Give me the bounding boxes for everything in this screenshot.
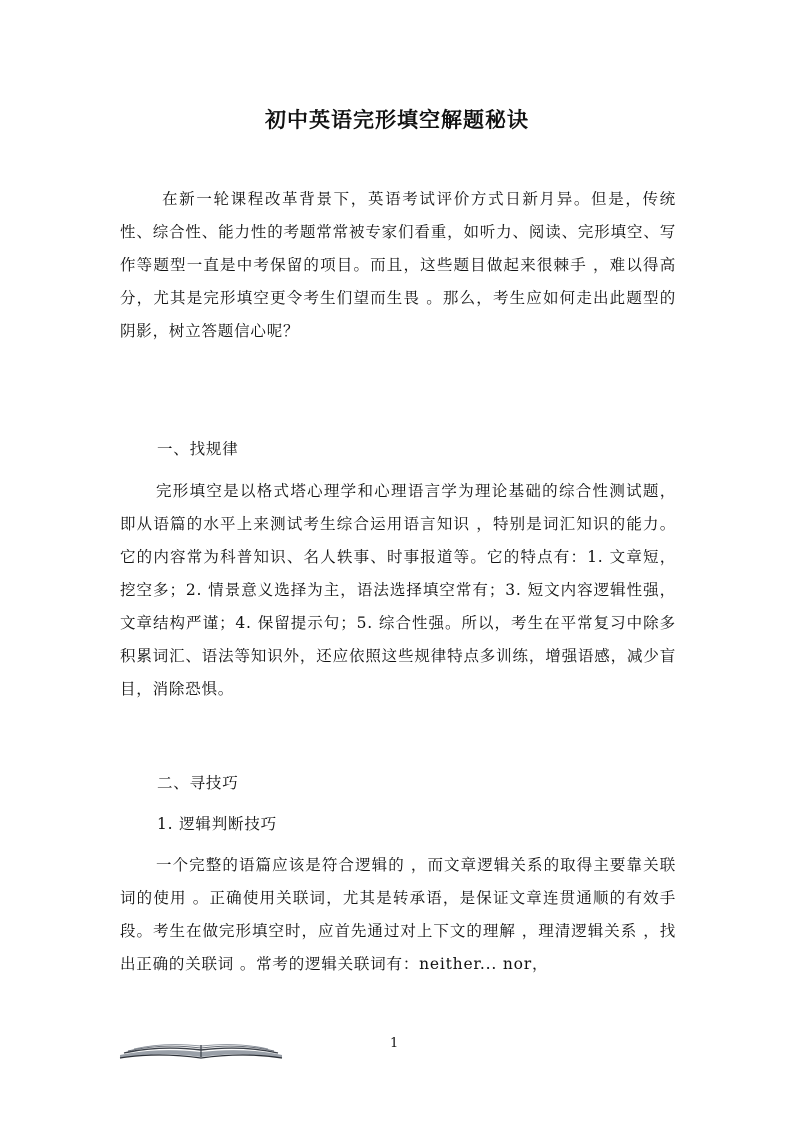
section-heading-find-rules: 一、找规律 [157,440,239,458]
page-title: 初中英语完形填空解题秘诀 [265,107,529,132]
intro-paragraph: 在新一轮课程改革背景下，英语考试评价方式日新月异。但是，传统性、综合性、能力性的考题常常被专家们看重，如听力、阅读、完形填空、写作等题型一直是中考保留的项目。而且，这些题目做起来很棘手 ，难以得高分，尤其是完形填空更令考生们望而生畏 。那么，考生应如何走出此题型的阴影，树立答题信心呢？ [120,190,676,340]
open-book-icon [118,1037,284,1061]
page-number: 1 [390,1036,399,1051]
section-heading-find-skills: 二、寻技巧 [157,774,239,792]
subsection-heading-logic: 1. 逻辑判断技巧 [157,815,277,833]
section-paragraph-logic: 一个完整的语篇应该是符合逻辑的 ，而文章逻辑关系的取得主要靠关联词的使用 。正确使用关联词，尤其是转承语，是保证文章连贯通顺的有效手段。考生在做完形填空时，应首先通过对上下文的理解 ，理清逻辑关系 ，找出正确的关联词 。常考的逻辑关联词有：neither... nor， [120,856,676,973]
section-paragraph-rules: 完形填空是以格式塔心理学和心理语言学为理论基础的综合性测试题，即从语篇的水平上来测试考生综合运用语言知识 ，特别是词汇知识的能力。它的内容常为科普知识、名人轶事、时事报道等。它的特点有：1. 文章短，挖空多；2. 情景意义选择为主，语法选择填空常有；3. 短文内容逻辑性强，文章结构严谨；4. 保留提示句；5. 综合性强。所以，考生在平常复习中除多积累词汇、语法等知识外，还应依照这些规律特点多训练，增强语感，减少盲目，消除恐惧。 [120,482,676,698]
